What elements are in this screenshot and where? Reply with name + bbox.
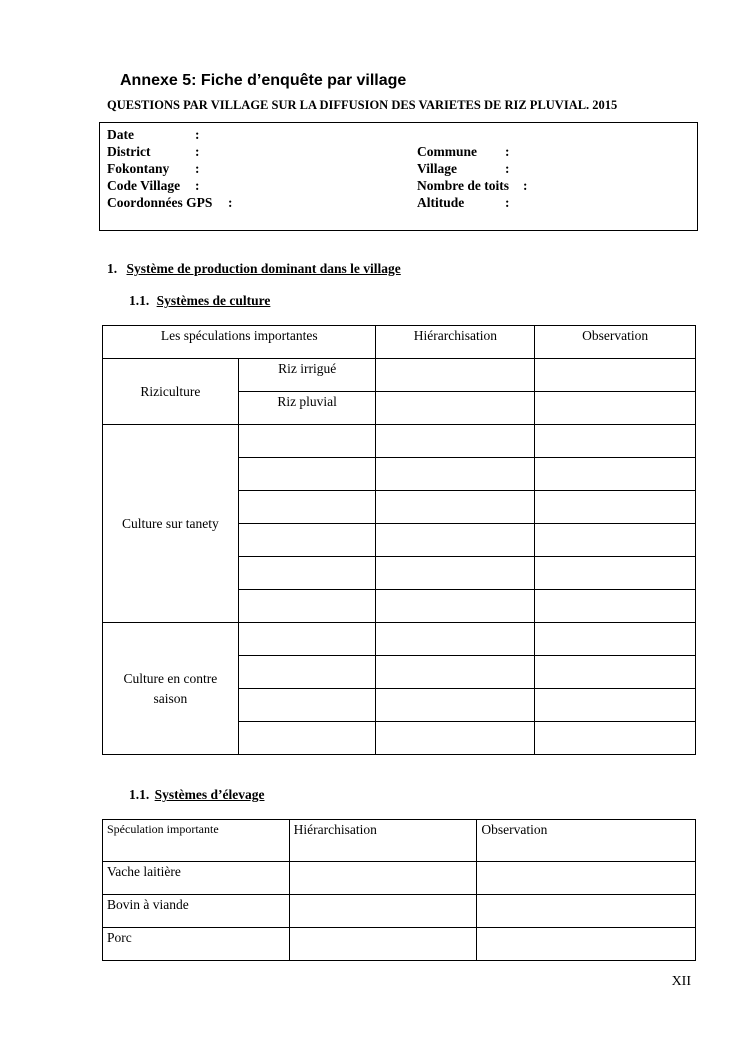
crop-systems-table: [102, 325, 696, 755]
section-1-1-heading: [129, 293, 270, 309]
gps-label: Coordonnées GPS: [107, 195, 213, 210]
gps-sep: :: [228, 195, 233, 210]
riz-irrigue: Riz irrigué: [238, 359, 376, 392]
code-village-label: Code Village: [107, 178, 181, 193]
district-sep: :: [195, 144, 200, 159]
cell-observation[interactable]: [535, 557, 696, 590]
row-vache-laitiere: Vache laitière: [103, 862, 290, 895]
cell-speculation[interactable]: [238, 623, 376, 656]
section-1-1-title: Systèmes de culture: [156, 293, 271, 308]
altitude-label: Altitude: [417, 195, 465, 210]
section-1-2-title: Systèmes d’élevage: [154, 787, 265, 802]
cell-hierarchisation[interactable]: [376, 722, 535, 755]
cell-hierarchisation[interactable]: [289, 928, 477, 961]
section-1-1-number: 1.1.: [129, 293, 150, 308]
cell-hierarchisation[interactable]: [376, 491, 535, 524]
cell-observation[interactable]: [535, 491, 696, 524]
cell-observation[interactable]: [535, 689, 696, 722]
group-contre-saison: Culture en contre saison: [103, 623, 239, 755]
cell-speculation[interactable]: [238, 656, 376, 689]
cell-hierarchisation[interactable]: [376, 689, 535, 722]
livestock-table: [102, 819, 696, 961]
section-1-number: 1.: [107, 261, 118, 276]
cell-speculation[interactable]: [238, 722, 376, 755]
header-observation: Observation: [535, 326, 696, 359]
cell-observation[interactable]: [535, 359, 696, 392]
cell-hierarchisation[interactable]: [376, 557, 535, 590]
cell-observation[interactable]: [535, 458, 696, 491]
header-hierarchisation: Hiérarchisation: [289, 820, 477, 862]
fokontany-sep: :: [195, 161, 200, 176]
table-row: [103, 359, 696, 392]
cell-observation[interactable]: [477, 862, 696, 895]
code-village-sep: :: [195, 178, 200, 193]
date-label: Date: [107, 127, 134, 142]
crop-table-header-row: [103, 326, 696, 359]
section-1-heading: [107, 261, 401, 277]
cell-hierarchisation[interactable]: [376, 392, 535, 425]
cell-observation[interactable]: [535, 425, 696, 458]
table-row: [103, 928, 696, 961]
fokontany-label: Fokontany: [107, 161, 170, 176]
survey-subtitle: QUESTIONS PAR VILLAGE SUR LA DIFFUSION DES VARIETES DE RIZ PLUVIAL. 2015: [107, 98, 618, 112]
header-speculation-importante: Spéculation importante: [103, 820, 290, 862]
cell-hierarchisation[interactable]: [376, 524, 535, 557]
commune-sep: :: [505, 144, 510, 159]
cell-hierarchisation[interactable]: [289, 862, 477, 895]
row-bovin-viande: Bovin à viande: [103, 895, 290, 928]
cell-hierarchisation[interactable]: [376, 425, 535, 458]
cell-observation[interactable]: [535, 392, 696, 425]
cell-speculation[interactable]: [238, 524, 376, 557]
table-row: [103, 623, 696, 656]
annex-title: Annexe 5: Fiche d’enquête par village: [120, 72, 407, 89]
cell-observation[interactable]: [535, 524, 696, 557]
section-1-2-heading: [129, 787, 264, 803]
header-speculations: Les spéculations importantes: [103, 326, 376, 359]
group-riziculture: Riziculture: [103, 359, 239, 425]
roofs-label: Nombre de toits: [417, 178, 509, 193]
commune-label: Commune: [417, 144, 477, 159]
village-info-box: [99, 122, 698, 231]
cell-speculation[interactable]: [238, 458, 376, 491]
cell-speculation[interactable]: [238, 491, 376, 524]
group-culture-tanety: Culture sur tanety: [103, 425, 239, 623]
table-row: [103, 425, 696, 458]
cell-observation[interactable]: [535, 623, 696, 656]
livestock-header-row: [103, 820, 696, 862]
cell-hierarchisation[interactable]: [376, 458, 535, 491]
riz-pluvial: Riz pluvial: [238, 392, 376, 425]
altitude-sep: :: [505, 195, 510, 210]
cell-speculation[interactable]: [238, 557, 376, 590]
village-label: Village: [417, 161, 457, 176]
header-observation: Observation: [477, 820, 696, 862]
district-label: District: [107, 144, 151, 159]
cell-observation[interactable]: [477, 928, 696, 961]
cell-observation[interactable]: [477, 895, 696, 928]
cell-hierarchisation[interactable]: [376, 623, 535, 656]
section-1-title: Système de production dominant dans le village: [126, 261, 401, 276]
row-porc: Porc: [103, 928, 290, 961]
table-row: [103, 895, 696, 928]
village-sep: :: [505, 161, 510, 176]
table-row: [103, 862, 696, 895]
cell-hierarchisation[interactable]: [376, 656, 535, 689]
page-number: XII: [671, 974, 691, 989]
section-1-2-number: 1.1.: [129, 787, 150, 802]
cell-hierarchisation[interactable]: [376, 590, 535, 623]
cell-speculation[interactable]: [238, 689, 376, 722]
cell-observation[interactable]: [535, 590, 696, 623]
cell-speculation[interactable]: [238, 425, 376, 458]
header-hierarchisation: Hiérarchisation: [376, 326, 535, 359]
cell-speculation[interactable]: [238, 590, 376, 623]
cell-hierarchisation[interactable]: [289, 895, 477, 928]
date-sep: :: [195, 127, 200, 142]
cell-hierarchisation[interactable]: [376, 359, 535, 392]
roofs-sep: :: [523, 178, 528, 193]
cell-observation[interactable]: [535, 722, 696, 755]
cell-observation[interactable]: [535, 656, 696, 689]
